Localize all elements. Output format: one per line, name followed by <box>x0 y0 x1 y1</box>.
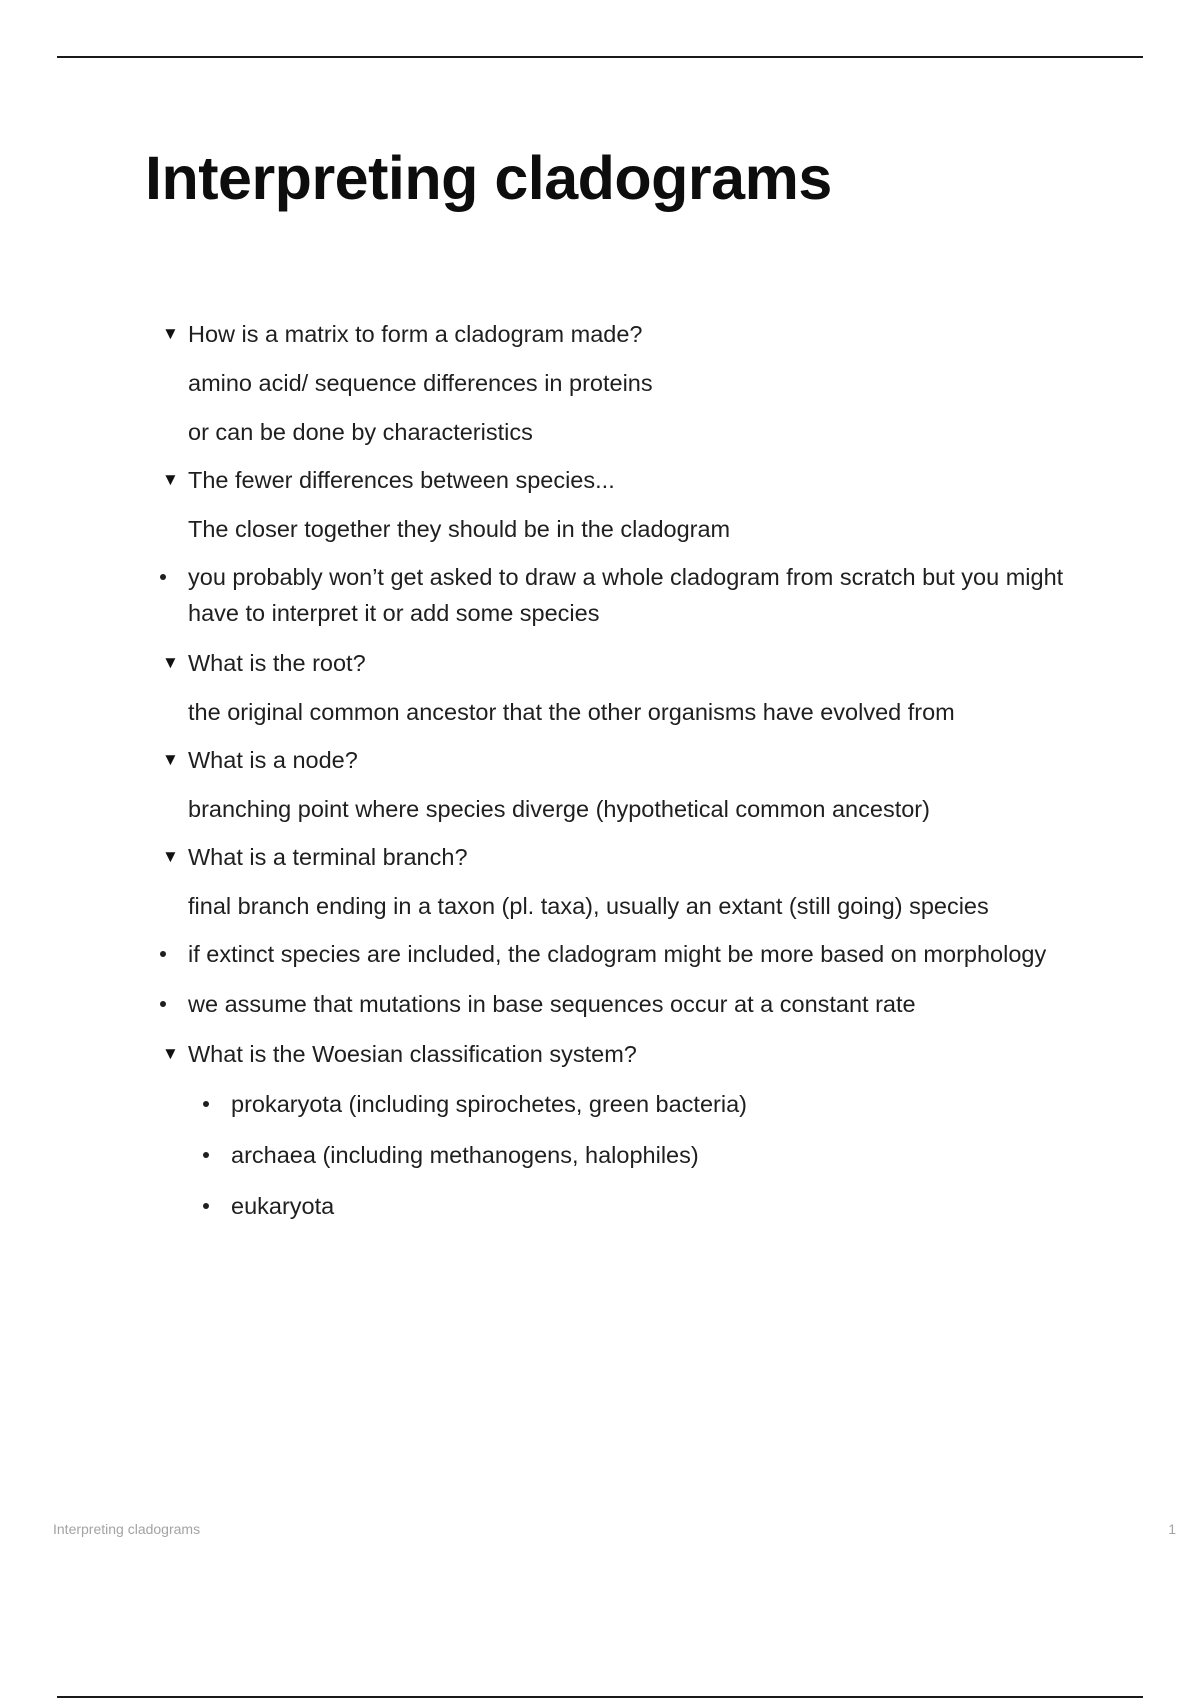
toggle-body <box>160 888 1100 924</box>
toggle-question: What is a terminal branch? <box>188 844 468 870</box>
page-title: Interpreting cladograms <box>145 144 832 212</box>
bullet-item: you probably won’t get asked to draw a whole cladogram from scratch but you might have to interpret it or add some species <box>160 559 1100 631</box>
nested-bullet-item: archaea (including methanogens, halophiles) <box>203 1137 1100 1173</box>
toggle-block <box>160 839 1100 924</box>
triangle-down-icon[interactable]: ▼ <box>162 470 179 489</box>
triangle-down-icon[interactable]: ▼ <box>162 750 179 769</box>
bottom-rule <box>57 1696 1143 1698</box>
toggle-answer: or can be done by characteristics <box>188 419 533 445</box>
toggle-answer: The closer together they should be in the cladogram <box>188 516 731 542</box>
toggle-block <box>160 316 1100 450</box>
toggle-body <box>160 511 1100 547</box>
toggle-answer: the original common ancestor that the other organisms have evolved from <box>188 699 955 725</box>
toggle-question: What is a node? <box>188 747 358 773</box>
toggle-question: What is the root? <box>188 650 366 676</box>
toggle-heading[interactable] <box>160 1036 1100 1072</box>
bullet-item: if extinct species are included, the cladogram might be more based on morphology <box>160 936 1100 972</box>
toggle-heading[interactable] <box>160 645 1100 681</box>
toggle-question: How is a matrix to form a cladogram made? <box>188 321 643 347</box>
toggle-question: The fewer differences between species... <box>188 467 615 493</box>
footer-doc-title: Interpreting cladograms <box>53 1521 201 1537</box>
nested-bullet-item: prokaryota (including spirochetes, green bacteria) <box>203 1086 1100 1122</box>
toggle-body <box>160 365 1100 450</box>
note-content <box>160 316 1100 1239</box>
triangle-down-icon[interactable]: ▼ <box>162 847 179 866</box>
toggle-heading[interactable] <box>160 462 1100 498</box>
toggle-heading[interactable] <box>160 742 1100 778</box>
toggle-body <box>160 791 1100 827</box>
toggle-answer: amino acid/ sequence differences in proteins <box>188 370 653 396</box>
toggle-block <box>160 1036 1100 1224</box>
toggle-heading[interactable] <box>160 839 1100 875</box>
footer-page-number: 1 <box>1168 1521 1176 1537</box>
triangle-down-icon[interactable]: ▼ <box>162 653 179 672</box>
toggle-block <box>160 462 1100 547</box>
toggle-answer: final branch ending in a taxon (pl. taxa), usually an extant (still going) species <box>188 893 989 919</box>
top-rule <box>57 56 1143 58</box>
toggle-block <box>160 742 1100 827</box>
triangle-down-icon[interactable]: ▼ <box>162 324 179 343</box>
bullet-item: we assume that mutations in base sequences occur at a constant rate <box>160 986 1100 1022</box>
toggle-block <box>160 645 1100 730</box>
toggle-body <box>160 694 1100 730</box>
toggle-question: What is the Woesian classification system? <box>188 1041 637 1067</box>
toggle-heading[interactable] <box>160 316 1100 352</box>
triangle-down-icon[interactable]: ▼ <box>162 1044 179 1063</box>
toggle-answer: branching point where species diverge (hypothetical common ancestor) <box>188 796 930 822</box>
nested-bullet-item: eukaryota <box>203 1188 1100 1224</box>
nested-list <box>160 1086 1100 1224</box>
